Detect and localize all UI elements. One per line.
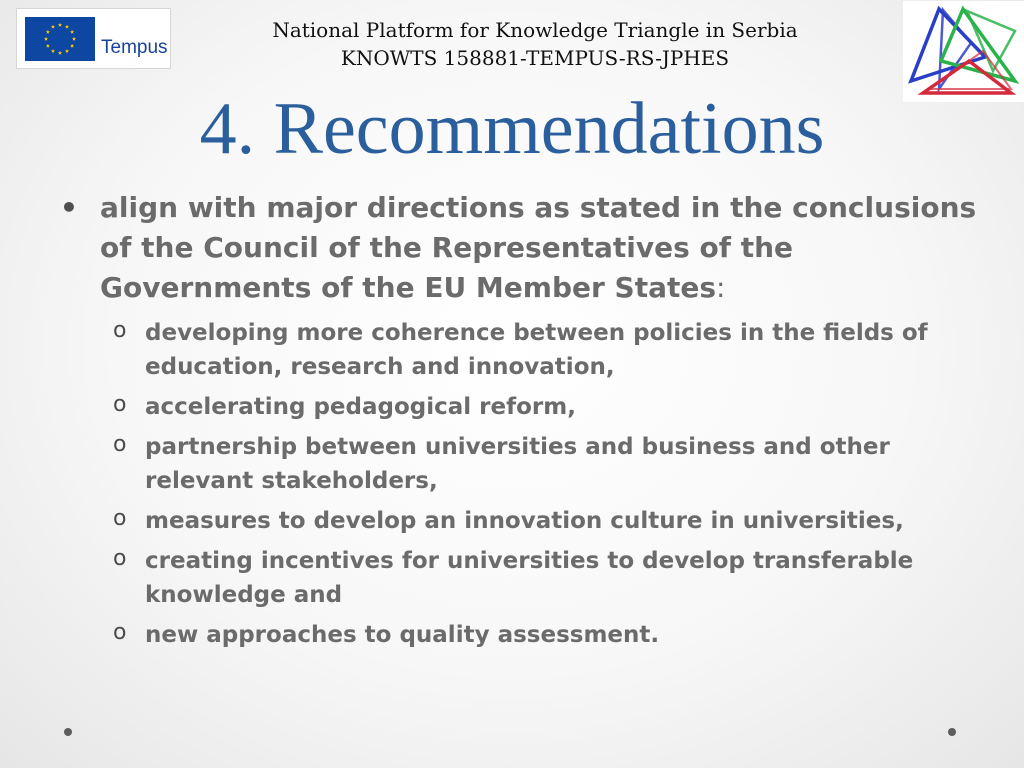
decorative-dot-right <box>948 728 956 736</box>
eu-star-icon <box>46 30 50 34</box>
main-bullet <box>58 188 978 308</box>
main-bullet-text: align with major directions as stated in the conclusions of the Council of the Representatives of the Governments of the EU Member States <box>100 191 977 304</box>
sub-bullet-marker: o <box>113 620 127 645</box>
eu-star-icon <box>58 51 62 55</box>
eu-star-icon <box>46 44 50 48</box>
list-item <box>58 504 978 538</box>
list-item <box>58 544 978 612</box>
list-item-text: partnership between universities and business and other relevant stakeholders, <box>145 434 890 494</box>
list-item-text: creating incentives for universities to develop transferable knowledge and <box>145 548 914 608</box>
bullet-marker: • <box>60 191 78 224</box>
decorative-dot-left <box>64 728 72 736</box>
eu-star-icon <box>70 30 74 34</box>
page-title: 4. Recommendations <box>199 88 825 170</box>
slide-content <box>58 188 978 658</box>
list-item-text: measures to develop an innovation culture in universities, <box>145 508 904 534</box>
eu-star-icon <box>72 37 76 41</box>
list-item-text: new approaches to quality assessment. <box>145 622 660 648</box>
sub-bullet-marker: o <box>113 432 127 457</box>
eu-star-icon <box>65 25 69 29</box>
list-item <box>58 430 978 498</box>
sub-bullet-marker: o <box>113 506 127 531</box>
eu-star-icon <box>44 37 48 41</box>
eu-star-icon <box>70 44 74 48</box>
sub-bullet-marker: o <box>113 546 127 571</box>
eu-star-icon <box>51 49 55 53</box>
list-item-text: developing more coherence between policies in the fields of education, research and innovation, <box>145 320 928 380</box>
list-item <box>58 316 978 384</box>
eu-star-icon <box>58 23 62 27</box>
header-line-1: National Platform for Knowledge Triangle in Serbia <box>272 18 798 42</box>
list-item <box>58 390 978 424</box>
page-header <box>175 16 895 72</box>
eu-flag-icon <box>25 17 95 61</box>
tempus-logo-label: Tempus <box>101 37 168 58</box>
tempus-logo <box>16 8 171 69</box>
sub-bullet-list <box>58 316 978 652</box>
list-item <box>58 618 978 652</box>
eu-star-icon <box>65 49 69 53</box>
main-bullet-colon: : <box>716 271 726 304</box>
header-line-2: KNOWTS 158881-TEMPUS-RS-JPHES <box>340 46 730 70</box>
list-item-text: accelerating pedagogical reform, <box>145 394 576 420</box>
sub-bullet-marker: o <box>113 392 127 417</box>
eu-star-icon <box>51 25 55 29</box>
sub-bullet-marker: o <box>113 318 127 343</box>
